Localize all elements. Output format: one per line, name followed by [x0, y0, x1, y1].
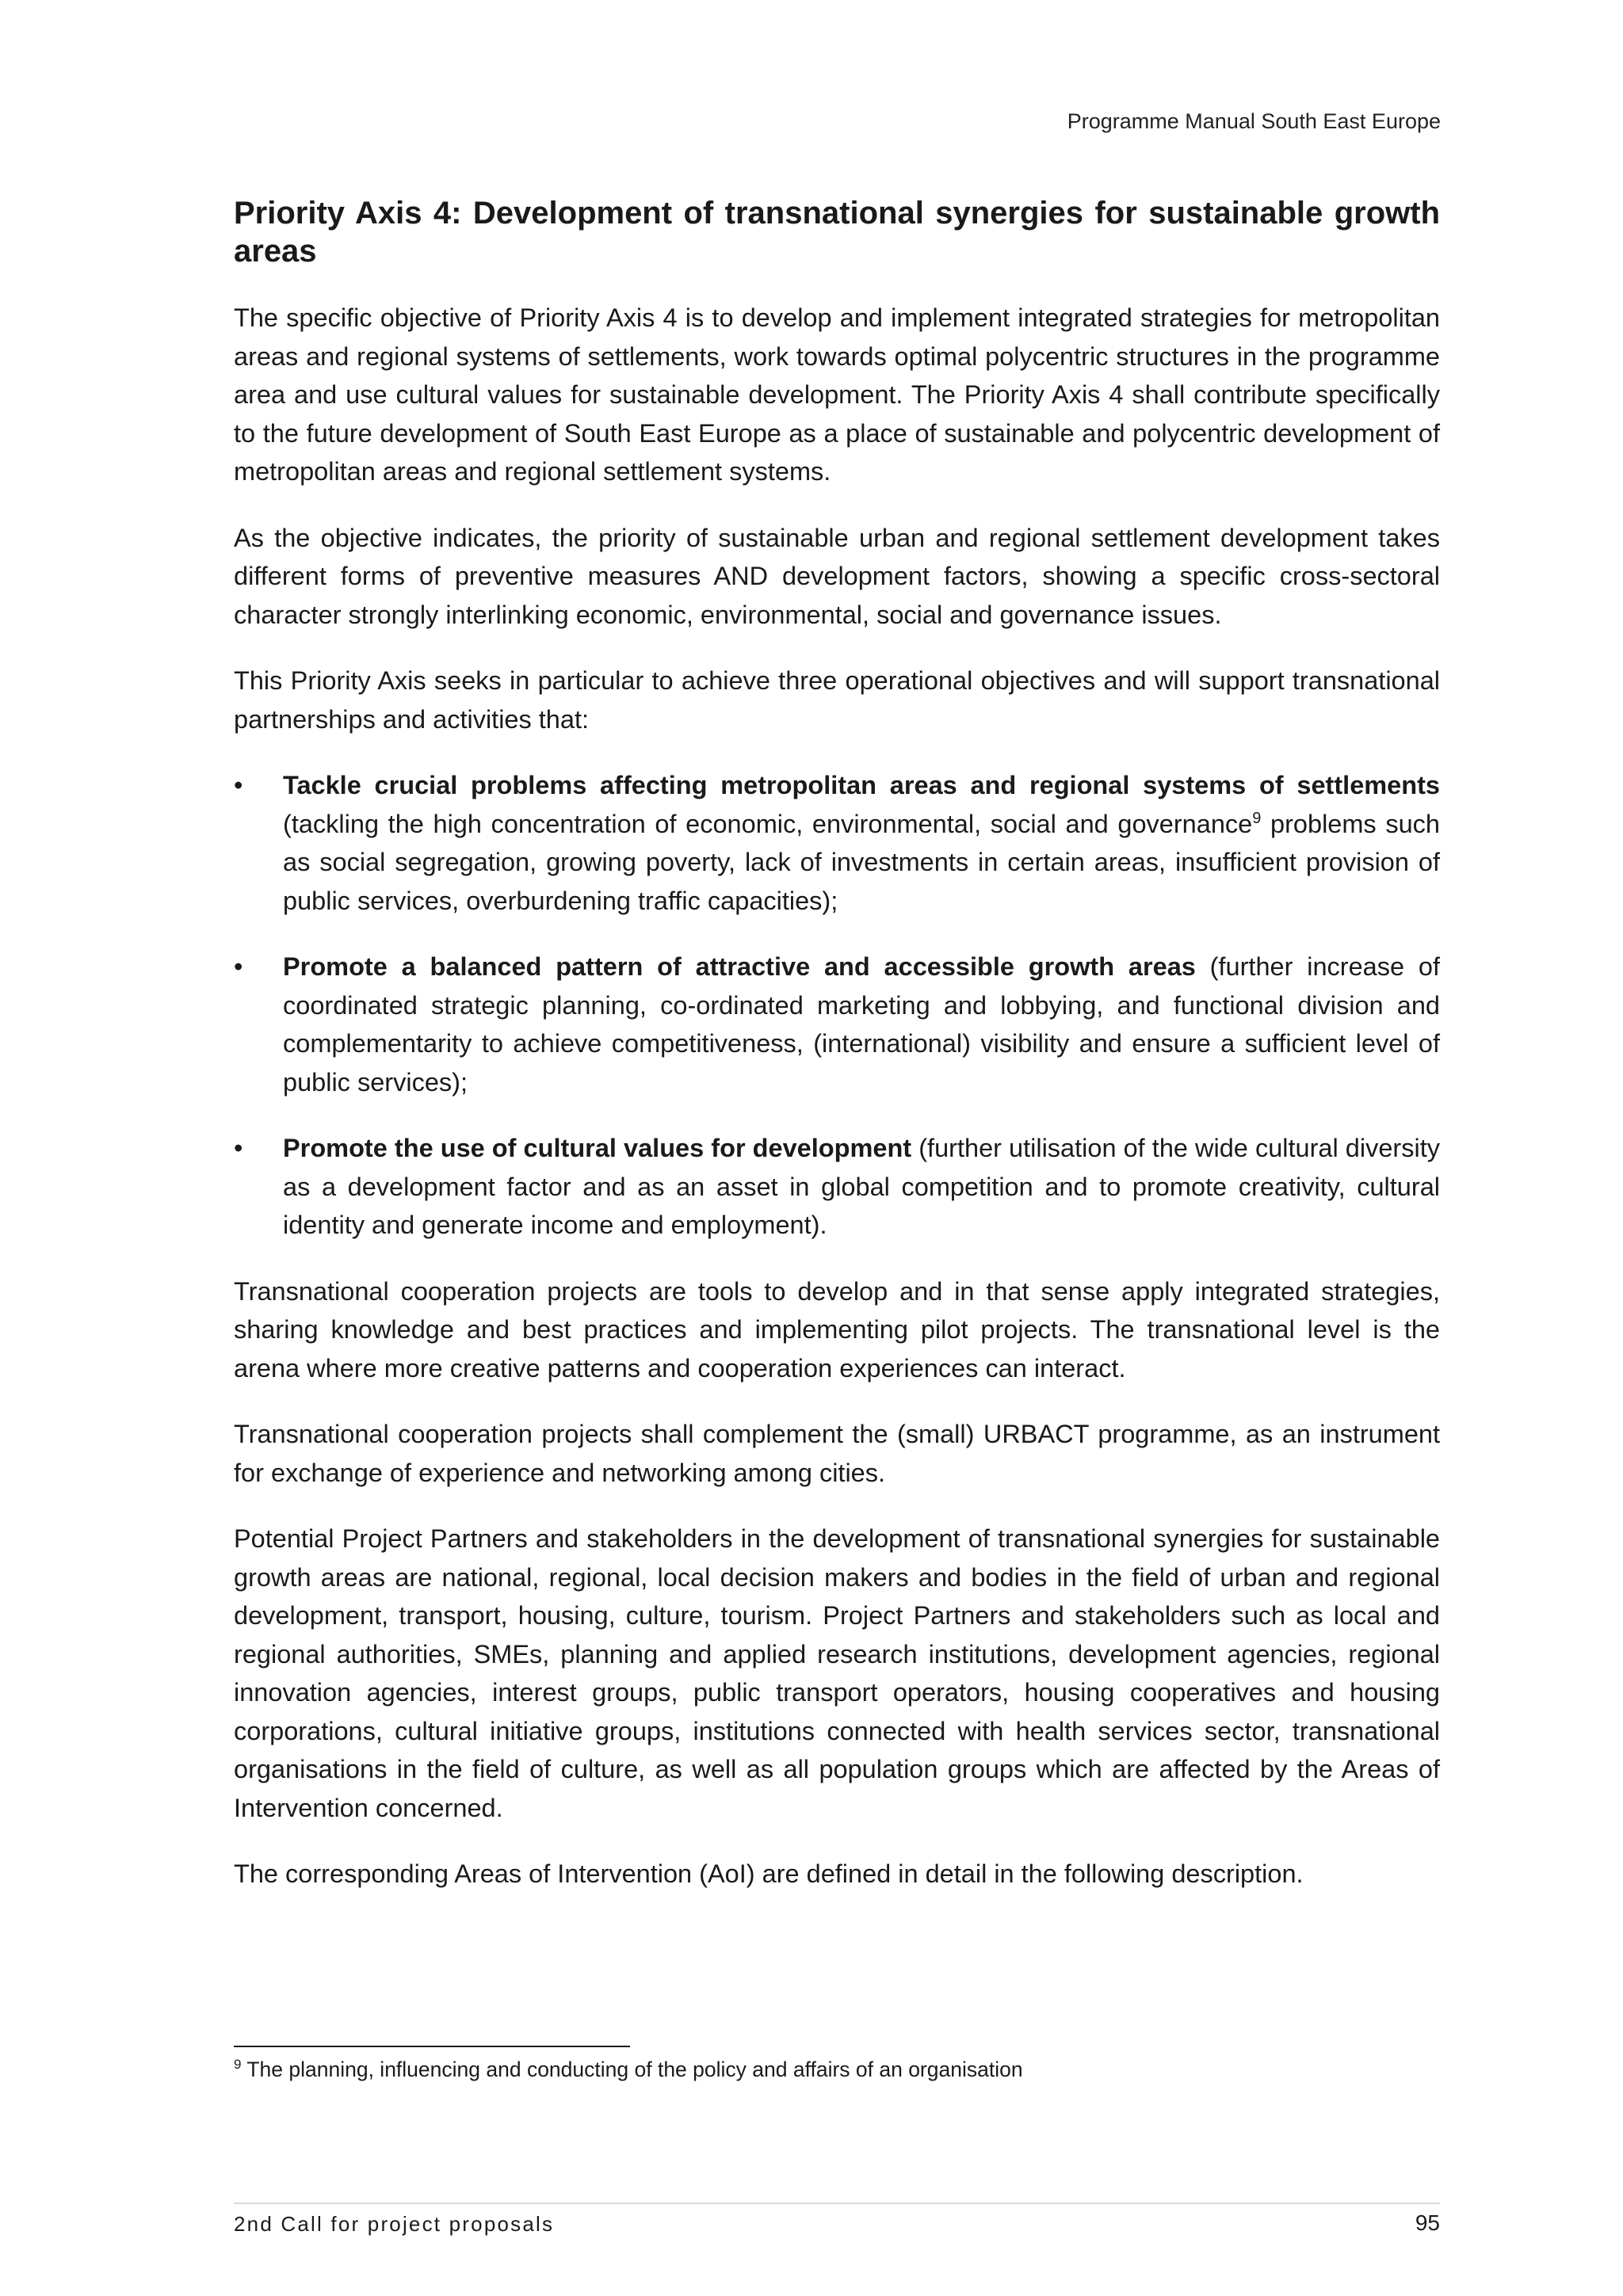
intro-paragraph: This Priority Axis seeks in particular to achieve three operational objectives and will support transnational partnerships and activities that:: [234, 666, 1440, 734]
list-item: [234, 948, 1440, 1101]
bullet-bold-lead: Tackle crucial problems affecting metropolitan areas and regional systems of settlements: [283, 771, 1440, 799]
bullet-icon: •: [234, 1134, 243, 1162]
bullet-text: (further increase of coordinated strategic planning, co-ordinated marketing and lobbying, and functional division and complementarity to achieve competitiveness, (international) visibility and ensure a sufficient level of public services);: [283, 952, 1440, 1097]
bullet-bold-lead: Promote a balanced pattern of attractive and accessible growth areas: [283, 952, 1196, 981]
intro-paragraph: The specific objective of Priority Axis 4 is to develop and implement integrated strategies for metropolitan areas and regional systems of settlements, work towards optimal polycentric structures in the programme area and use cultural values for sustainable development. The Priority Axis 4 shall contribute specifically to the future development of South East Europe as a place of sustainable and polycentric development of metropolitan areas and regional settlement systems.: [234, 303, 1440, 486]
footer-divider: [234, 2203, 1440, 2204]
body-paragraph: Transnational cooperation projects shall complement the (small) URBACT programme, as an instrument for exchange of experience and networking among cities.: [234, 1420, 1440, 1487]
footnote: [234, 2056, 1023, 2083]
footnote-divider: [234, 2046, 630, 2047]
objectives-list: [234, 766, 1440, 1245]
list-item: [234, 766, 1440, 920]
main-content: [234, 194, 1440, 1921]
page-number: 95: [1415, 2210, 1440, 2235]
bullet-icon: •: [234, 771, 243, 799]
bullet-text: (further utilisation of the wide cultural diversity as a development factor and as an asset in global competition and to promote creativity, cultural identity and generate income and employment).: [283, 1134, 1440, 1239]
intro-paragraph: As the objective indicates, the priority of sustainable urban and regional settlement development takes different forms of preventive measures AND development factors, showing a specific cross-sectoral character strongly interlinking economic, environmental, social and governance issues.: [234, 523, 1440, 629]
footnote-reference: 9: [1252, 809, 1262, 827]
footer-title: 2nd Call for project proposals: [234, 2212, 555, 2236]
footnote-text: The planning, influencing and conducting of the policy and affairs of an organisation: [241, 2058, 1023, 2081]
bullet-text: problems such as social segregation, growing poverty, lack of investments in certain areas, insufficient provision of public services, overburdening traffic capacities);: [283, 809, 1440, 915]
bullet-bold-lead: Promote the use of cultural values for development: [283, 1134, 912, 1162]
body-paragraph: Potential Project Partners and stakeholders in the development of transnational synergies for sustainable growth areas are national, regional, local decision makers and bodies in the field of urban and regional development, transport, housing, culture, tourism. Project Partners and stakeholders such as local and regional authorities, SMEs, planning and applied research institutions, development agencies, regional innovation agencies, interest groups, public transport operators, housing cooperatives and housing corporations, cultural initiative groups, institutions connected with health services sector, transnational organisations in the field of culture, as well as all population groups which are affected by the Areas of Intervention concerned.: [234, 1524, 1440, 1822]
bullet-text: (tackling the high concentration of economic, environmental, social and governance: [283, 809, 1253, 838]
running-header: Programme Manual South East Europe: [1067, 109, 1441, 133]
bullet-icon: •: [234, 952, 243, 981]
body-paragraph: Transnational cooperation projects are tools to develop and in that sense apply integrated strategies, sharing knowledge and best practices and implementing pilot projects. The transnational level is the arena where more creative patterns and cooperation experiences can interact.: [234, 1276, 1440, 1383]
body-paragraph: The corresponding Areas of Intervention (AoI) are defined in detail in the following description.: [234, 1859, 1304, 1888]
footnote-number: 9: [234, 2057, 242, 2073]
list-item: [234, 1129, 1440, 1245]
section-title: Priority Axis 4: Development of transnational synergies for sustainable growth areas: [234, 196, 1440, 269]
